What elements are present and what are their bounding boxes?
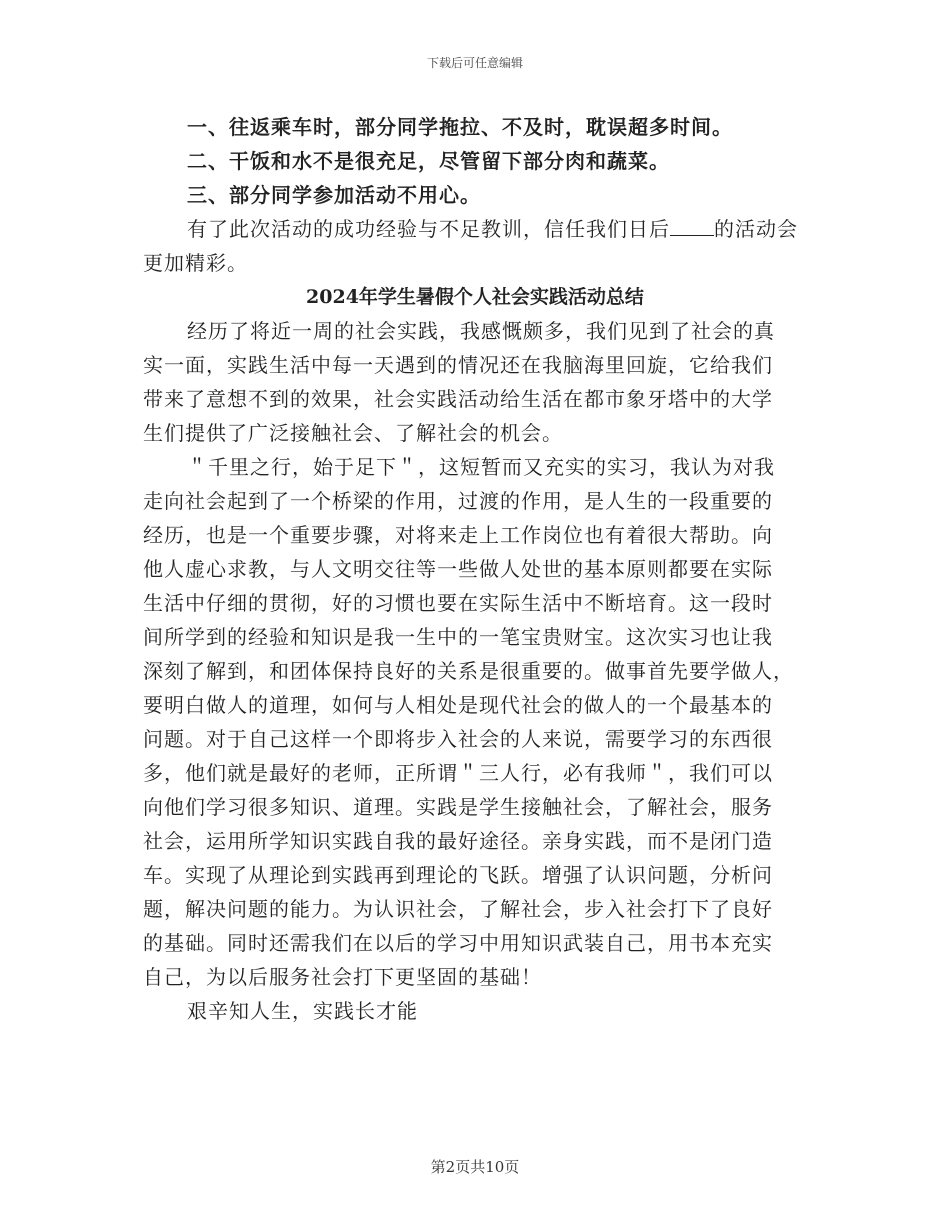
paragraph-line: 带来了意想不到的效果，社会实践活动给生活在都市象牙塔中的大学 [143,387,773,411]
page-footer: 第2页共10页 [430,1158,520,1176]
paragraph-line: 题，解决问题的能力。为认识社会，了解社会，步入社会打下了良好 [143,897,773,921]
list-item: 一、往返乘车时，部分同学拖拉、不及时，耽误超多时间。 [187,115,733,139]
closing-line [143,212,807,246]
paragraph-line: 走向社会起到了一个桥梁的作用，过渡的作用，是人生的一段重要的 [143,489,773,513]
paragraph-line: 多，他们就是最好的老师，正所谓＂三人行，必有我师＂，我们可以 [143,761,773,785]
paragraph-line: 向他们学习很多知识、道理。实践是学生接触社会，了解社会，服务 [143,795,773,819]
paragraph-line: 他人虚心求教，与人文明交往等一些做人处世的基本原则都要在实际 [143,557,773,581]
paragraph-line: 经历，也是一个重要步骤，对将来走上工作岗位也有着很大帮助。向 [143,523,773,547]
paragraph-1 [143,314,807,450]
closing-line-2: 更加精彩。 [143,251,248,275]
paragraph-line: 实一面，实践生活中每一天遇到的情况还在我脑海里回旋，它给我们 [143,353,773,377]
paragraph-line: 经历了将近一周的社会实践，我感慨颇多，我们见到了社会的真 [187,319,775,343]
paragraph-line: 的基础。同时还需我们在以后的学习中用知识武装自己，用书本充实 [143,931,773,955]
paragraph-line: 生们提供了广泛接触社会、了解社会的机会。 [143,421,563,445]
subheading: 艰辛知人生，实践长才能 [187,999,418,1023]
paragraph-line: 间所学到的经验和知识是我一生中的一笔宝贵财宝。这次实习也让我 [143,625,773,649]
paragraph-line: 车。实现了从理论到实践再到理论的飞跃。增强了认识问题，分析问 [143,863,773,887]
section-title: 2024年学生暑假个人社会实践活动总结 [306,286,644,308]
closing-text-before-blank: 有了此次活动的成功经验与不足教训，信任我们日后 [187,217,670,241]
list-item: 二、干饭和水不是很充足，尽管留下部分肉和蔬菜。 [187,149,670,173]
list-item: 三、部分同学参加活动不用心。 [187,183,481,207]
paragraph-line: 生活中仔细的贯彻，好的习惯也要在实际生活中不断培育。这一段时 [143,591,773,615]
paragraph-line: 问题。对于自己这样一个即将步入社会的人来说，需要学习的东西很 [143,727,773,751]
fill-in-blank [670,217,714,236]
page-header: 下载后可任意编辑 [426,56,523,70]
paragraph-2 [143,450,807,994]
document-body [143,110,807,1028]
paragraph-line: 自己，为以后服务社会打下更坚固的基础！ [143,965,542,989]
paragraph-line: 社会，运用所学知识实践自我的最好途径。亲身实践，而不是闭门造 [143,829,773,853]
paragraph-line: 要明白做人的道理，如何与人相处是现代社会的做人的一个最基本的 [143,693,773,717]
paragraph-line: ＂千里之行，始于足下＂，这短暂而又充实的实习，我认为对我 [187,455,775,479]
paragraph-line: 深刻了解到，和团体保持良好的关系是很重要的。做事首先要学做人， [143,659,794,683]
closing-text-after-blank: 的活动会 [714,217,798,241]
